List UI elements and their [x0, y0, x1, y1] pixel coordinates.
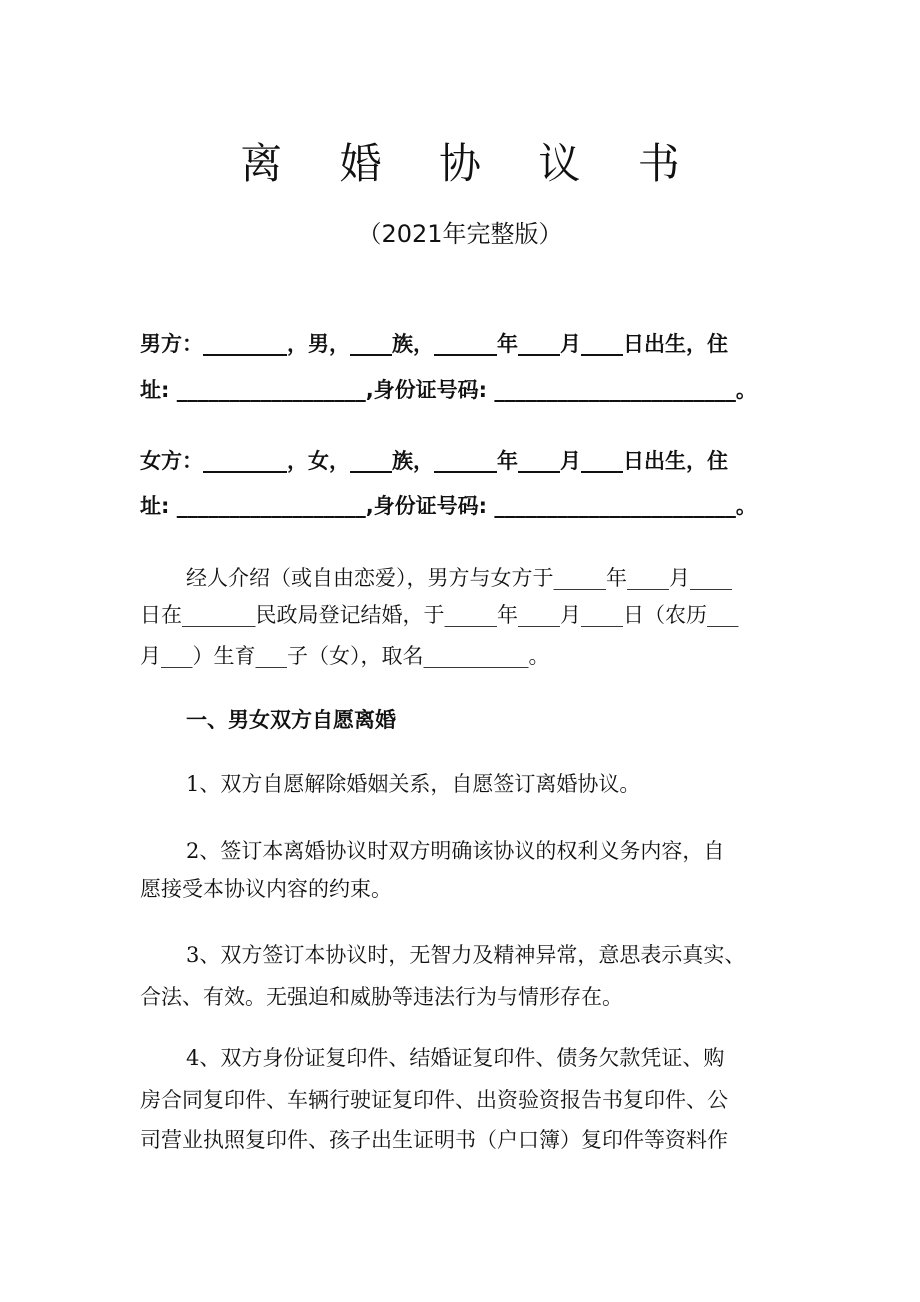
woman-info-line1: 女方：________，女，____族，______年____月____日出生，住: [140, 449, 728, 473]
intro-line2: 日在_______民政局登记结婚，于_____年____月____日（农历___: [140, 603, 739, 627]
document-title: 离 婚 协 议 书: [240, 139, 702, 188]
section1-item3-line1: 3、双方签订本协议时，无智力及精神异常，意思表示真实、: [186, 943, 746, 967]
document-subtitle: （2021年完整版）: [357, 220, 563, 248]
woman-info-line2: 址: __________________,身份证号码: _______________________。: [140, 494, 757, 518]
section1-heading: 一、男女双方自愿离婚: [186, 708, 396, 732]
section1-item4-line2: 房合同复印件、车辆行驶证复印件、出资验资报告书复印件、公: [140, 1088, 728, 1112]
section1-item4-line1: 4、双方身份证复印件、结婚证复印件、债务欠款凭证、购: [186, 1046, 725, 1070]
man-info-line1: 男方：________，男，____族，______年____月____日出生，住: [140, 332, 728, 356]
section1-item4-line3: 司营业执照复印件、孩子出生证明书（户口簿）复印件等资料作: [140, 1128, 728, 1152]
intro-line1: 经人介绍（或自由恋爱），男方与女方于_____年____月____: [186, 566, 732, 590]
section1-item3-line2: 合法、有效。无强迫和威胁等违法行为与情形存在。: [140, 985, 623, 1009]
section1-item1: 1、双方自愿解除婚姻关系，自愿签订离婚协议。: [186, 772, 641, 796]
section1-item2-line1: 2、签订本离婚协议时双方明确该协议的权利义务内容，自: [186, 839, 725, 863]
section1-item2-line2: 愿接受本协议内容的约束。: [140, 877, 392, 901]
man-info-line2: 址: __________________,身份证号码: _______________________。: [140, 378, 757, 402]
intro-line3: 月___）生育___子（女），取名__________。: [140, 644, 550, 668]
